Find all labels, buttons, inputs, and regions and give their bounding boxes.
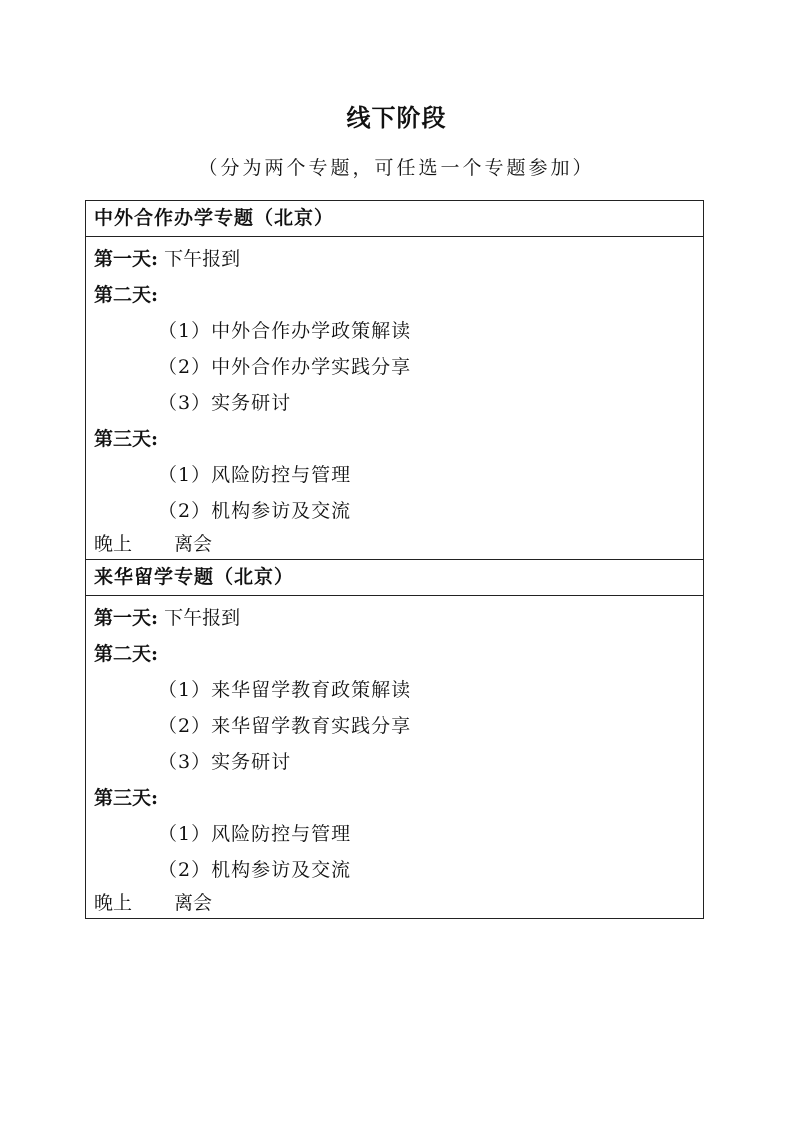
section-international-students — [86, 559, 703, 918]
day-row — [86, 780, 703, 816]
day-row — [86, 636, 703, 672]
section-body — [86, 237, 703, 559]
evening-time: 晚上 — [94, 892, 133, 914]
agenda-item: （2）机构参访及交流 — [158, 859, 352, 881]
agenda-item: （2）机构参访及交流 — [158, 500, 352, 522]
day-row — [86, 600, 703, 636]
page-subtitle: （分为两个专题，可任选一个专题参加） — [198, 157, 595, 179]
page-title: 线下阶段 — [346, 103, 447, 132]
day-label: 第二天: — [94, 284, 159, 306]
day-content: 下午报到 — [164, 607, 241, 629]
schedule-table — [85, 200, 704, 919]
day-label: 第三天: — [94, 428, 159, 450]
agenda-item: （1）风险防控与管理 — [158, 823, 352, 845]
section-sino-foreign — [86, 201, 703, 559]
section-header: 来华留学专题（北京） — [86, 560, 703, 596]
day-row — [86, 277, 703, 313]
agenda-item: （2）中外合作办学实践分享 — [158, 356, 412, 378]
agenda-item: （2）来华留学教育实践分享 — [158, 715, 412, 737]
agenda-item: （1）来华留学教育政策解读 — [158, 679, 412, 701]
agenda-item: （1）风险防控与管理 — [158, 464, 352, 486]
day-label: 第一天: — [94, 248, 159, 270]
agenda-item: （3）实务研讨 — [158, 751, 292, 773]
evening-content: 离会 — [174, 533, 213, 555]
evening-content: 离会 — [174, 892, 213, 914]
agenda-item: （1）中外合作办学政策解读 — [158, 320, 412, 342]
day-content: 下午报到 — [164, 248, 241, 270]
agenda-item: （3）实务研讨 — [158, 392, 292, 414]
evening-row — [86, 529, 703, 559]
evening-time: 晚上 — [94, 533, 133, 555]
day-label: 第二天: — [94, 643, 159, 665]
section-header: 中外合作办学专题（北京） — [86, 201, 703, 237]
day-row — [86, 241, 703, 277]
day-label: 第三天: — [94, 787, 159, 809]
section-body — [86, 596, 703, 918]
day-label: 第一天: — [94, 607, 159, 629]
day-row — [86, 421, 703, 457]
evening-row — [86, 888, 703, 918]
